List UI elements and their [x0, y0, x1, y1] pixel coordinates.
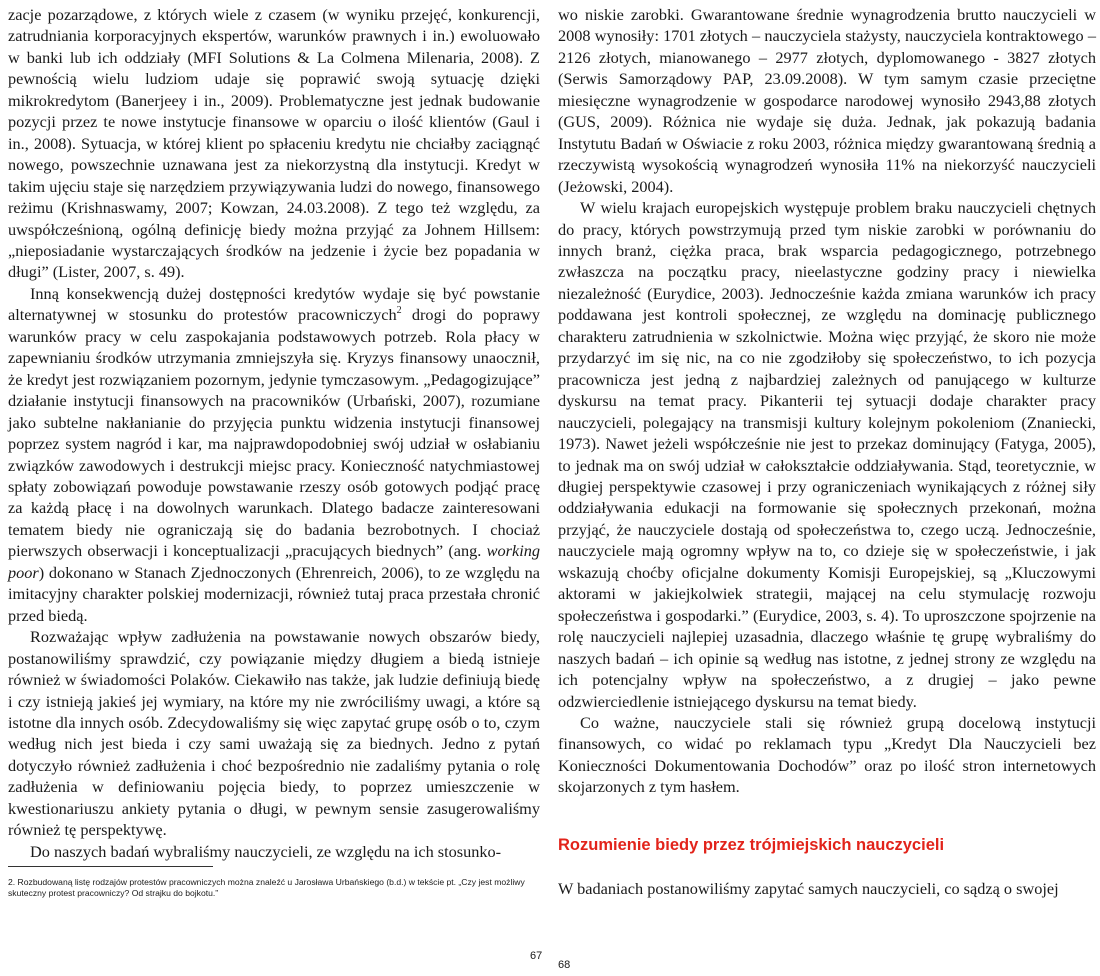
left-column	[8, 4, 540, 862]
paragraph: Co ważne, nauczyciele stali się również grupą docelową instytucji finansowych, co widać po reklamach typu „Kredyt Dla Nauczycieli bez Konieczności Dokumentowania Dochodów” oraz po ilość stron internetowych skojarzonych z tym hasłem.	[558, 712, 1096, 797]
paragraph-text: ) dokonano w Stanach Zjednoczonych (Ehrenreich, 2006), to ze względu na imitacyjny charakter polskiej modernizacji, również tutaj praca przestała chronić przed biedą.	[8, 562, 540, 625]
paragraph: wo niskie zarobki. Gwarantowane średnie wynagrodzenia brutto nauczycieli w 2008 wynosiły: 1701 złotych – nauczyciela stażysty, nauczyciela kontraktowego – 2126 złotych, mianowanego – 2977 złotych, dyplomowanego - 3827 złotych (Serwis Samorządowy PAP, 23.09.2008). W tym samym czasie przeciętne miesięczne wynagrodzenie w gospodarce narodowej wynosiło 2943,88 złotych (GUS, 2009). Różnica nie wydaje się duża. Jednak, jak pokazują badania Instytutu Badań w Oświacie z roku 2003, różnica między gwarantowaną średnią a rzeczywistą wysokością wynagrodzeń wynosiła 11% na niekorzyść nauczycieli (Jeżowski, 2004).	[558, 5, 1096, 196]
paragraph: Rozważając wpływ zadłużenia na powstawanie nowych obszarów biedy, postanowiliśmy sprawdzić, czy powiązanie między długiem a biedą istnieje również w świadomości Polaków. Ciekawiło nas także, jak ludzie definiują biedę i czy istnieją jakieś jej wymiary, na które my nie zwróciliśmy uwagi, a które są istotne dla innych osób. Zdecydowaliśmy się więc zapytać grupę osób o to, czym według nich jest bieda i czy sami uważają się za biednych. Jedno z pytań dotyczyło również zadłużenia i choć bezpośrednio nie zadaliśmy pytania o rolę zadłużenia w definiowaniu pojęcia biedy, to poprzez umieszczenie w kwestionariuszu ankiety pytania o długi, w pewnym sensie zasugerowaliśmy również tę perspektywę.	[8, 627, 540, 840]
paragraph: zacje pozarządowe, z których wiele z czasem (w wyniku przejęć, konkurencji, zatrudniania korporacyjnych ekspertów, warunków prawnych i in.) ewoluowało w banki lub ich oddziały (MFI Solutions & La Colmena Milenaria, 2008). Z pewnością wielu ludziom udaje się poprawić swoją sytuację dzięki mikrokredytom (Banerjeey i in., 2009). Problematyczne jest jednak budowanie pozycji przez te nowe instytucje finansowe w oparciu o ilość klientów (Gaul i in., 2008). Sytuacja, w której klient po spłaceniu kredytu nie chciałby zaciągnąć nowego, powszechnie uznawana jest za niekorzystną dla instytucji. Kredyt w takim ujęciu staje się narzędziem przywiązywania ludzi do nowego, finansowego reżimu (Krishnaswamy, 2007; Kowzan, 24.03.2008). Z tego też względu, za uwspółcześnioną, ogólną definicję biedy można przyjąć za Johnem Hillsem: „nieposiadanie wystarczających środków na jedzenie i życie bez popadania w długi” (Lister, 2007, s. 49).	[8, 5, 540, 282]
section-heading: Rozumienie biedy przez trójmiejskich nauczycieli	[558, 836, 945, 854]
paragraph: Do naszych badań wybraliśmy nauczycieli, ze względu na ich stosunko-	[30, 841, 502, 861]
footnote: 2. Rozbudowaną listę rodzajów protestów pracowniczych można znaleźć u Jarosława Urbańskiego (b.d.) w tekście pt. „Czy jest możliwy skuteczny protest pracowniczy? Od strajku do bojkotu.”	[8, 877, 525, 898]
page-number-right: 68	[558, 959, 571, 971]
footnote-divider	[8, 866, 213, 867]
italic-term: working poor	[8, 541, 540, 582]
paragraph: W wielu krajach europejskich występuje problem braku nauczycieli chętnych do pracy, których powstrzymują przed tym niskie zarobki w porównaniu do innych branż, ciężka praca, brak wsparcia pedagogicznego, potrzebnego zwłaszcza na początku pracy, nieelastyczne godziny pracy i niewielka niezależność (Eurydice, 2003). Jednocześnie każda zmiana warunków ich pracy poddawana jest kontroli społecznej, ze względu na dominację publicznego charakteru zatrudnienia w szkolnictwie. Można więc przyjąć, że skoro nie może przydarzyć im się nic, na co nie zgodziłoby się społeczeństwo, to ich pozycja pracownicza jest jedną z najbardziej zależnych od panującego w kulturze dyskursu na temat pracy. Pikanterii tej sytuacji dodaje charakter pracy nauczycieli, polegający na transmisji kultury kolejnym pokoleniom (Znaniecki, 1973). Nawet jeżeli współcześnie nie jest to przekaz dominujący (Fatyga, 2005), to jednak ma on swój udział w całokształcie oddziaływania. Stąd, teoretycznie, w długiej perspektywie czasowej i przy ograniczeniach wynikających z różnej siły oddziaływania edukacji na formowanie się społecznych przekonań, można przyjąć, że nauczyciele dostają od społeczeństwa to, czego uczą. Jednocześnie, nauczyciele mają ogromny wpływ na to, co dzieje się w społeczeństwie, i jak wskazują choćby oficjalne dokumenty Komisji Europejskiej, są „Kluczowymi aktorami w jakiejkolwiek strategii, mającej na celu stymulację rozwoju społeczeństwa i gospodarki.” (Eurydice, 2003, s. 4). To uproszczone spojrzenie na rolę nauczycieli najlepiej uzasadnia, dlaczego właśnie tę grupę wybraliśmy do naszych badań – ich opinie są według nas istotne, z jednej strony ze względu na ich potencjalny wpływ na społeczeństwo, a z drugiej – jako pewne odzwierciedlenie istniejącego dyskursu na temat biedy.	[558, 198, 1096, 711]
paragraph-text: Inną konsekwencją dużej dostępności kredytów wydaje się być powstanie alternatywnej w stosunku do protestów pracowniczych	[8, 283, 540, 325]
footnote-reference[interactable]: 2	[396, 304, 402, 316]
page-number-left: 67	[530, 950, 543, 962]
paragraph	[8, 283, 540, 626]
right-column	[558, 4, 1096, 798]
paragraph: W badaniach postanowiliśmy zapytać samych nauczycieli, co sądzą o swojej	[558, 879, 1059, 898]
paragraph-text: drogi do poprawy warunków pracy w celu zaspokajania podstawowych potrzeb. Rola płacy w zapewnianiu środków utrzymania zmniejszyła się. Kryzys finansowy unaocznił, że kredyt jest rozwiązaniem pozornym, jedynie tymczasowym. „Pedagogizujące” działanie instytucji finansowych na pracowników (Urbański, 2007), rozumiane jako subtelne nakłanianie do przyjęcia punktu widzenia instytucji finansowej poprzez system nagród i kar, ma najprawdopodobniej swój udział w osłabianiu związków zawodowych i destrukcji miejsc pracy. Konieczność natychmiastowej spłaty zobowiązań powoduje powstawanie rzeszy osób gotowych podjąć pracę za każdą płacę i na dowolnych warunkach. Dlatego badacze zainteresowani tematem biedy nie ograniczają się do badania bezrobotnych. I chociaż pierwszych obserwacji i konceptualizacji „pracujących biednych” (ang.	[8, 305, 541, 561]
